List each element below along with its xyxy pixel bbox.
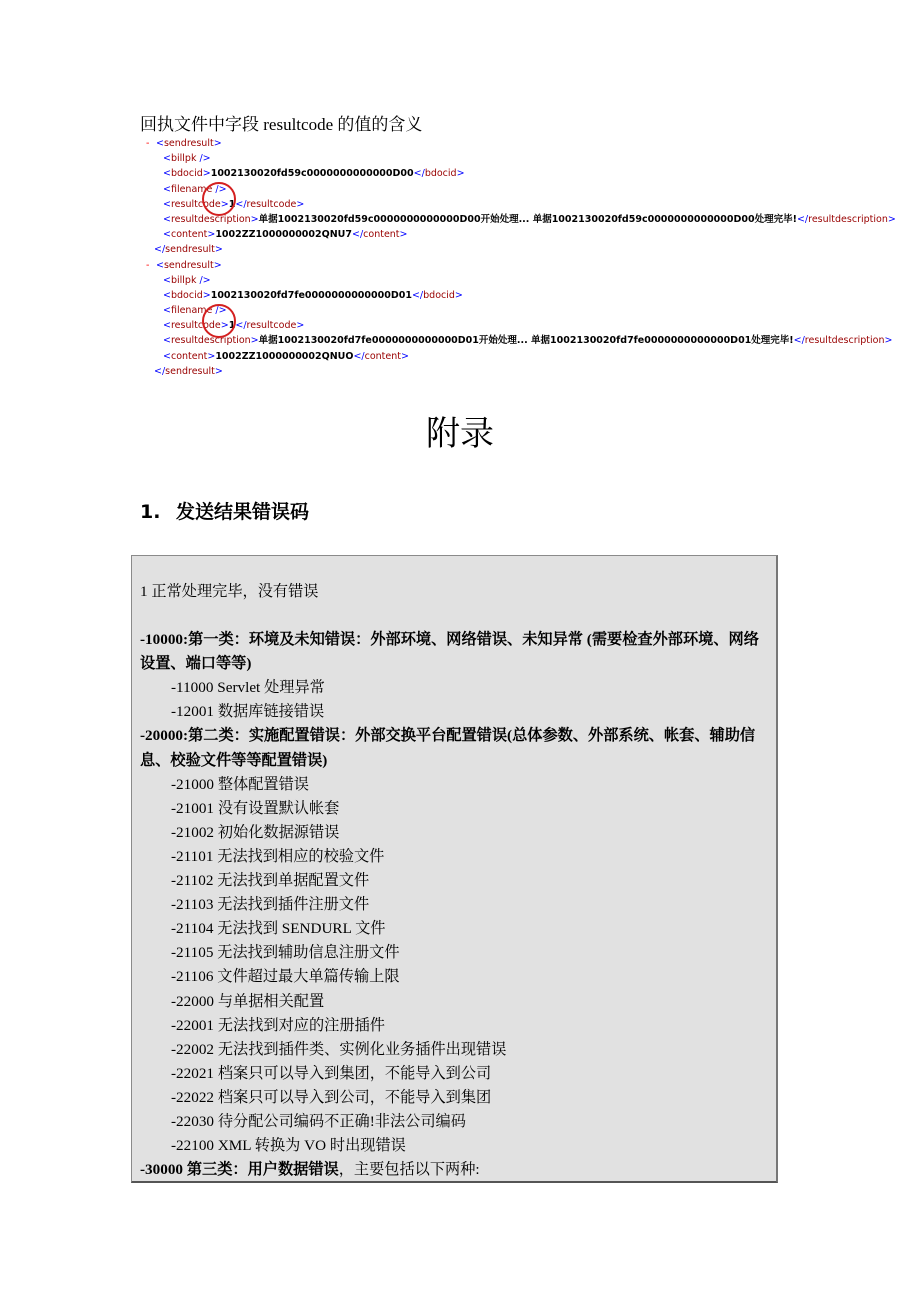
xml-content: <content>1002ZZ1000000002QNUO</content> [163, 350, 409, 362]
xml-content: <content>1002ZZ1000000002QNU7</content> [163, 229, 408, 241]
error-code-item: -21101 无法找到相应的校验文件 [171, 847, 385, 865]
error-category-3: -30000 第三类：用户数据错误，主要包括以下两种: [140, 1161, 480, 1179]
error-code-item: -22030 待分配公司编码不正确!非法公司编码 [171, 1112, 466, 1130]
xml-open-sendresult: - <sendresult> [146, 258, 896, 273]
error-code-item: -21103 无法找到插件注册文件 [171, 896, 370, 914]
xml-billpk: <billpk /> [163, 274, 211, 286]
xml-bdocid: <bdocid>1002130020fd7fe0000000000000D01</bdocid> [163, 289, 463, 301]
error-code-item: -22021 档案只可以导入到集团，不能导入到公司 [171, 1064, 492, 1082]
collapse-toggle[interactable]: - [146, 259, 150, 271]
xml-filename: <filename /> [163, 305, 227, 317]
xml-resultcode: <resultcode>1</resultcode> [163, 320, 305, 332]
error-code-item: -21104 无法找到 SENDURL 文件 [171, 920, 386, 938]
xml-close-sendresult: </sendresult> [154, 244, 223, 256]
error-code-box [131, 555, 778, 1183]
xml-result-listing [146, 136, 896, 379]
section-heading: 1. 发送结果错误码 [140, 501, 310, 523]
collapse-toggle[interactable]: - [146, 138, 150, 149]
error-code-item: -22001 无法找到对应的注册插件 [171, 1016, 385, 1034]
appendix-title: 附录 [426, 414, 494, 454]
error-code-item: -22000 与单据相关配置 [171, 992, 325, 1010]
xml-billpk: <billpk /> [163, 153, 211, 165]
xml-resultdescription: <resultdescription>单据1002130020fd59c0000000000000D00开始处理... 单据1002130020fd59c0000000000000D00处理完毕!</resultdescription> [163, 213, 896, 225]
error-code-item: -21000 整体配置错误 [171, 775, 309, 793]
caption: 回执文件中字段 resultcode 的值的含义 [140, 115, 423, 134]
error-code-item: -21105 无法找到辅助信息注册文件 [171, 944, 400, 962]
error-code-item: -22022 档案只可以导入到公司，不能导入到集团 [171, 1088, 492, 1106]
error-category-2: -20000:第二类：实施配置错误：外部交换平台配置错误(总体参数、外部系统、帐套、辅助信息、校验文件等等配置错误) [140, 727, 756, 769]
xml-close-sendresult: </sendresult> [154, 365, 223, 377]
error-code-item: -21106 文件超过最大单篇传输上限 [171, 968, 400, 986]
error-code-item: -21002 初始化数据源错误 [171, 823, 340, 841]
error-code-item: -22002 无法找到插件类、实例化业务插件出现错误 [171, 1040, 507, 1058]
error-code-item: -11000 Servlet 处理异常 [171, 679, 325, 697]
error-code-item: -12001 数据库链接错误 [171, 703, 325, 721]
error-code-ok: 1 正常处理完毕，没有错误 [140, 583, 319, 600]
xml-open-sendresult: - <sendresult> [146, 136, 896, 151]
xml-bdocid: <bdocid>1002130020fd59c0000000000000D00</bdocid> [163, 168, 465, 180]
error-code-item: -22100 XML 转换为 VO 时出现错误 [171, 1137, 406, 1155]
error-category-1: -10000:第一类：环境及未知错误：外部环境、网络错误、未知异常 (需要检查外部环境、网络设置、端口等等) [140, 631, 759, 673]
xml-resultcode: <resultcode>1</resultcode> [163, 198, 305, 210]
error-code-item: -21102 无法找到单据配置文件 [171, 872, 370, 890]
xml-filename: <filename /> [163, 183, 227, 195]
error-code-item: -21001 没有设置默认帐套 [171, 799, 340, 817]
xml-resultdescription: <resultdescription>单据1002130020fd7fe0000000000000D01开始处理... 单据1002130020fd7fe0000000000000D01处理完毕!</resultdescription> [163, 335, 893, 347]
